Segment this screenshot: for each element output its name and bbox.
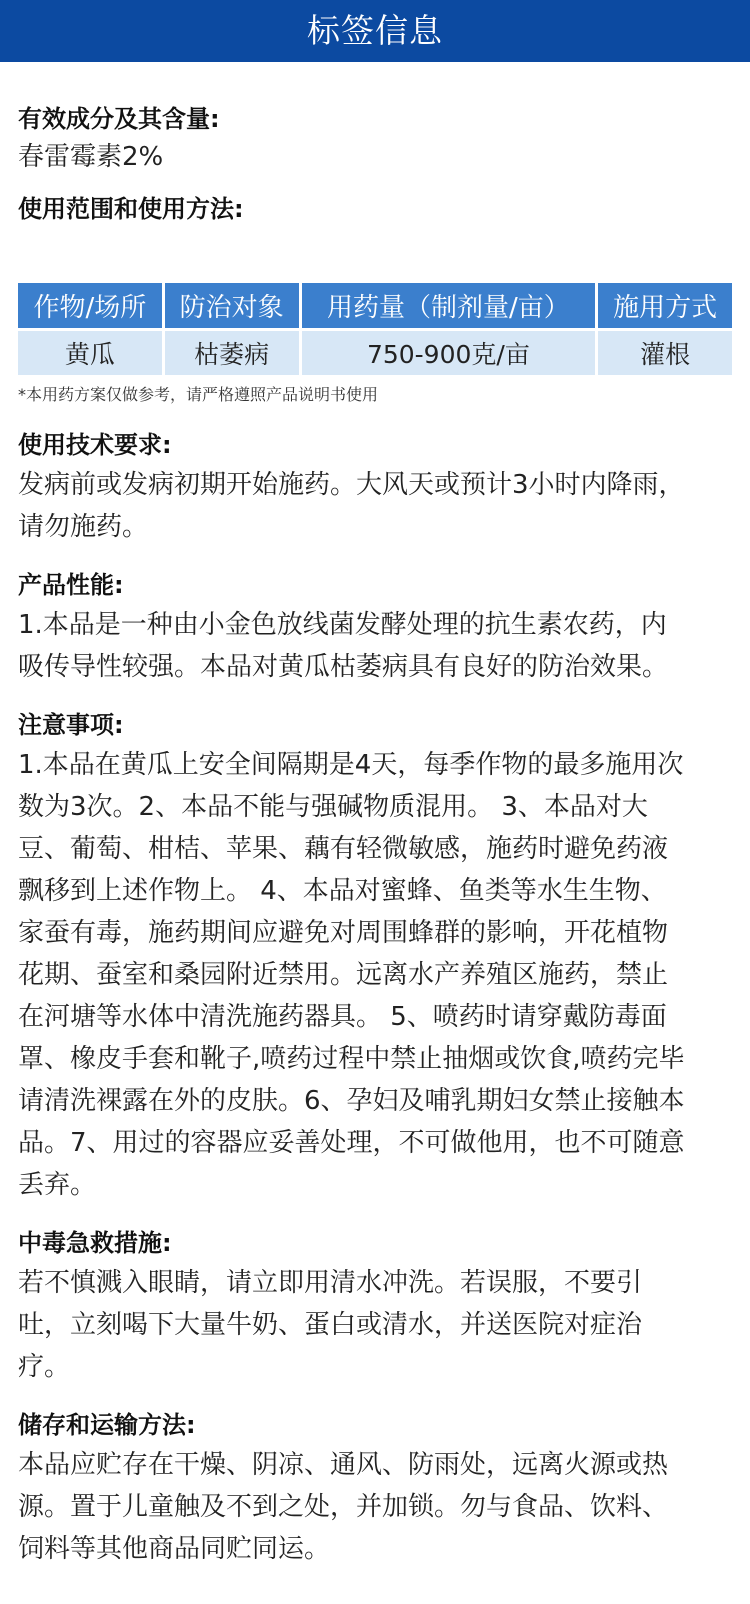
text-line: 豆、葡萄、柑桔、苹果、藕有轻微敏感，施药时避免药液 — [18, 834, 669, 864]
table-row — [18, 331, 732, 375]
page-header — [0, 0, 750, 62]
table-header-method: 施用方式 — [598, 283, 732, 328]
text-line: 发病前或发病初期开始施药。大风天或预计3小时内降雨， — [18, 470, 685, 500]
section-title-tech: 使用技术要求: — [18, 431, 172, 459]
label-content — [0, 102, 750, 1570]
table-header-target: 防治对象 — [165, 283, 299, 328]
text-line: 吐，立刻喝下大量牛奶、蛋白或清水，并送医院对症治 — [18, 1310, 643, 1340]
text-line: 若不慎溅入眼睛，请立即用清水冲洗。若误服，不要引 — [18, 1268, 643, 1298]
text-line: 品。7、用过的容器应妥善处理，不可做他用，也不可随意 — [18, 1128, 685, 1158]
table-header-crop: 作物/场所 — [18, 283, 162, 328]
text-line: 请清洗裸露在外的皮肤。6、孕妇及哺乳期妇女禁止接触本 — [18, 1086, 685, 1116]
page-title: 标签信息 — [307, 11, 443, 50]
text-line: 在河塘等水体中清洗施药器具。 5、喷药时请穿戴防毒面 — [18, 1002, 667, 1032]
section-firstaid — [18, 1226, 732, 1388]
ingredient-value: 春雷霉素2% — [18, 142, 164, 172]
section-body-caution — [18, 744, 732, 1206]
table-cell-crop: 黄瓜 — [18, 331, 162, 375]
section-body-performance — [18, 604, 732, 688]
section-body-firstaid — [18, 1262, 732, 1388]
text-line: 丢弃。 — [18, 1170, 97, 1200]
text-line: 饲料等其他商品同贮同运。 — [18, 1534, 331, 1564]
text-line: 罩、橡皮手套和靴子,喷药过程中禁止抽烟或饮食,喷药完毕 — [18, 1044, 685, 1074]
text-line: 花期、蚕室和桑园附近禁用。远离水产养殖区施药，禁止 — [18, 960, 669, 990]
text-line: 本品应贮存在干燥、阴凉、通风、防雨处，远离火源或热 — [18, 1450, 669, 1480]
usage-table — [15, 280, 735, 378]
section-storage — [18, 1408, 732, 1570]
text-line: 1.本品是一种由小金色放线菌发酵处理的抗生素农药，内 — [18, 610, 667, 640]
table-cell-dosage: 750-900克/亩 — [302, 331, 596, 375]
table-note: *本用药方案仅做参考，请严格遵照产品说明书使用 — [18, 385, 379, 404]
text-line: 飘移到上述作物上。 4、本品对蜜蜂、鱼类等水生生物、 — [18, 876, 667, 906]
table-cell-target: 枯萎病 — [165, 331, 299, 375]
text-line: 疗。 — [18, 1352, 71, 1382]
section-title-firstaid: 中毒急救措施: — [18, 1229, 172, 1257]
section-title-storage: 储存和运输方法: — [18, 1411, 196, 1439]
section-scope — [18, 192, 732, 226]
text-line: 请勿施药。 — [18, 512, 149, 542]
table-header-dosage: 用药量（制剂量/亩） — [302, 283, 596, 328]
section-title-caution: 注意事项: — [18, 711, 124, 739]
section-body-tech — [18, 464, 732, 548]
text-line: 家蚕有毒，施药期间应避免对周围蜂群的影响，开花植物 — [18, 918, 669, 948]
text-line: 数为3次。2、本品不能与强碱物质混用。 3、本品对大 — [18, 792, 648, 822]
section-title-performance: 产品性能: — [18, 571, 124, 599]
section-title-scope: 使用范围和使用方法: — [18, 195, 244, 223]
section-performance — [18, 568, 732, 688]
section-tech — [18, 428, 732, 548]
text-line: 1.本品在黄瓜上安全间隔期是4天，每季作物的最多施用次 — [18, 750, 684, 780]
section-title-ingredient: 有效成分及其含量: — [18, 105, 220, 133]
section-body-storage — [18, 1444, 732, 1570]
text-line: 源。置于儿童触及不到之处，并加锁。勿与食品、饮料、 — [18, 1492, 669, 1522]
table-cell-method: 灌根 — [598, 331, 732, 375]
table-header-row — [18, 283, 732, 328]
section-ingredient — [18, 102, 732, 178]
text-line: 吸传导性较强。本品对黄瓜枯萎病具有良好的防治效果。 — [18, 652, 669, 682]
section-caution — [18, 708, 732, 1206]
